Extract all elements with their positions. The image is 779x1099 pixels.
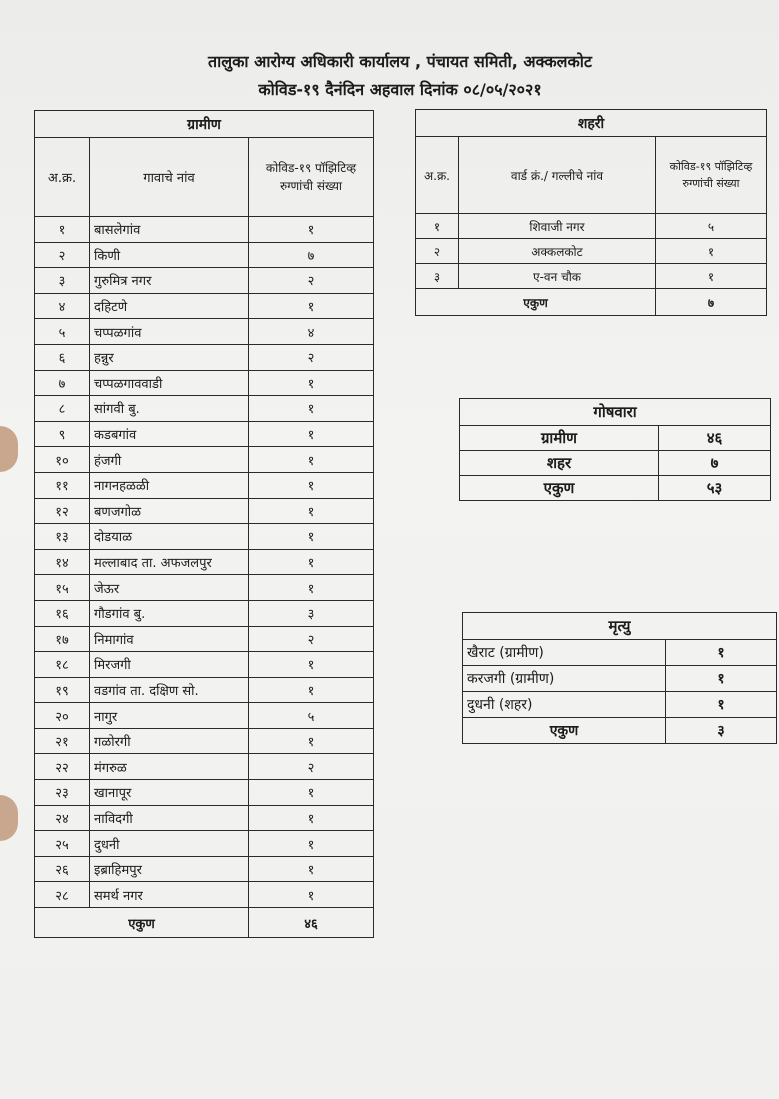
death-count: १ (666, 692, 777, 718)
positive-count: ३ (249, 600, 374, 626)
serial-number: २६ (35, 856, 90, 882)
table-row (35, 344, 374, 370)
serial-number: ४ (35, 293, 90, 319)
positive-count: १ (249, 652, 374, 678)
positive-count: १ (249, 421, 374, 447)
death-row (463, 692, 777, 718)
village-name: मल्लाबाद ता. अफजलपुर (90, 549, 249, 575)
village-name: निमागांव (90, 626, 249, 652)
table-row (35, 421, 374, 447)
table-row (35, 447, 374, 473)
serial-number: १९ (35, 677, 90, 703)
rural-table (34, 110, 374, 938)
serial-number: २० (35, 703, 90, 729)
table-row (35, 780, 374, 806)
serial-number: ६ (35, 344, 90, 370)
office-heading: तालुका आरोग्य अधिकारी कार्यालय , पंचायत समिती, अक्कलकोट (208, 52, 592, 71)
table-row (35, 293, 374, 319)
death-location: खैराट (ग्रामीण) (463, 640, 666, 666)
positive-count: २ (249, 268, 374, 294)
table-row (35, 754, 374, 780)
table-row (35, 370, 374, 396)
positive-count: ५ (656, 214, 767, 239)
col-village-header: गावाचे नांव (90, 138, 249, 217)
serial-number: २२ (35, 754, 90, 780)
village-name: नागनहळळी (90, 472, 249, 498)
table-row (35, 805, 374, 831)
table-row (35, 728, 374, 754)
summary-row (460, 476, 771, 501)
positive-count: २ (249, 344, 374, 370)
positive-count: १ (656, 264, 767, 289)
total-row (416, 289, 767, 316)
ward-name: अक्कलकोट (459, 239, 656, 264)
table-row (416, 214, 767, 239)
death-row (463, 666, 777, 692)
serial-number: १ (416, 214, 459, 239)
table-row (35, 498, 374, 524)
table-row (35, 856, 374, 882)
village-name: दुधनी (90, 831, 249, 857)
col-count-header: कोविड-१९ पॉझिटिव्ह रुग्णांची संख्या (656, 137, 767, 214)
positive-count: १ (249, 293, 374, 319)
village-name: इब्राहिमपुर (90, 856, 249, 882)
serial-number: १० (35, 447, 90, 473)
finger (0, 426, 18, 472)
positive-count: १ (249, 370, 374, 396)
village-name: नाविदगी (90, 805, 249, 831)
village-name: नागुर (90, 703, 249, 729)
summary-value: ५३ (659, 476, 771, 501)
positive-count: १ (656, 239, 767, 264)
serial-number: १४ (35, 549, 90, 575)
urban-table (415, 109, 767, 316)
table-row (35, 600, 374, 626)
total-label: एकुण (416, 289, 656, 316)
serial-number: २३ (35, 780, 90, 806)
table-row (35, 472, 374, 498)
serial-number: ३ (35, 268, 90, 294)
table-row (35, 882, 374, 908)
serial-number: ९ (35, 421, 90, 447)
village-name: हंजगी (90, 447, 249, 473)
village-name: बासलेगांव (90, 217, 249, 243)
village-name: समर्थ नगर (90, 882, 249, 908)
village-name: हन्नुर (90, 344, 249, 370)
table-row (35, 242, 374, 268)
positive-count: १ (249, 780, 374, 806)
positive-count: १ (249, 549, 374, 575)
positive-count: १ (249, 856, 374, 882)
summary-label: शहर (460, 451, 659, 476)
village-name: चप्पळगाववाडी (90, 370, 249, 396)
table-row (35, 549, 374, 575)
village-name: चप्पळगांव (90, 319, 249, 345)
village-name: मिरजगी (90, 652, 249, 678)
serial-number: ५ (35, 319, 90, 345)
positive-count: १ (249, 524, 374, 550)
serial-number: ७ (35, 370, 90, 396)
table-row (35, 703, 374, 729)
serial-number: ३ (416, 264, 459, 289)
serial-number: २५ (35, 831, 90, 857)
positive-count: १ (249, 447, 374, 473)
serial-number: २ (35, 242, 90, 268)
positive-count: १ (249, 882, 374, 908)
serial-number: २१ (35, 728, 90, 754)
positive-count: १ (249, 677, 374, 703)
positive-count: ४ (249, 319, 374, 345)
summary-table (459, 398, 771, 501)
village-name: बणजगोळ (90, 498, 249, 524)
serial-number: १८ (35, 652, 90, 678)
positive-count: ५ (249, 703, 374, 729)
summary-value: ७ (659, 451, 771, 476)
village-name: दहिटणे (90, 293, 249, 319)
village-name: सांगवी बु. (90, 396, 249, 422)
positive-count: २ (249, 626, 374, 652)
serial-number: ८ (35, 396, 90, 422)
death-row (463, 640, 777, 666)
col-count-header: कोविड-१९ पॉझिटिव्ह रुग्णांची संख्या (249, 138, 374, 217)
total-row (35, 908, 374, 938)
positive-count: १ (249, 498, 374, 524)
col-serial-header: अ.क्र. (416, 137, 459, 214)
report-heading: कोविड-१९ दैनंदिन अहवाल दिनांक ०८/०५/२०२१ (258, 80, 542, 99)
village-name: मंगरुळ (90, 754, 249, 780)
positive-count: १ (249, 575, 374, 601)
serial-number: १५ (35, 575, 90, 601)
village-name: गौडगांव बु. (90, 600, 249, 626)
serial-number: २४ (35, 805, 90, 831)
table-row (35, 396, 374, 422)
urban-title: शहरी (416, 110, 767, 137)
total-label: एकुण (463, 718, 666, 744)
rural-title: ग्रामीण (35, 111, 374, 138)
table-row (416, 239, 767, 264)
finger (0, 795, 18, 841)
positive-count: १ (249, 728, 374, 754)
village-name: कडबगांव (90, 421, 249, 447)
village-name: दोडयाळ (90, 524, 249, 550)
ward-name: ए-वन चौक (459, 264, 656, 289)
total-value: ३ (666, 718, 777, 744)
death-count: १ (666, 640, 777, 666)
positive-count: १ (249, 472, 374, 498)
table-row (35, 831, 374, 857)
summary-row (460, 451, 771, 476)
total-row (463, 718, 777, 744)
serial-number: ११ (35, 472, 90, 498)
positive-count: १ (249, 831, 374, 857)
positive-count: २ (249, 754, 374, 780)
total-label: एकुण (35, 908, 249, 938)
col-ward-header: वार्ड क्रं./ गल्लीचे नांव (459, 137, 656, 214)
death-location: दुधनी (शहर) (463, 692, 666, 718)
positive-count: ७ (249, 242, 374, 268)
ward-name: शिवाजी नगर (459, 214, 656, 239)
deaths-title: मृत्यु (463, 613, 777, 640)
table-row (35, 652, 374, 678)
serial-number: २८ (35, 882, 90, 908)
table-row (416, 264, 767, 289)
total-value: ७ (656, 289, 767, 316)
death-count: १ (666, 666, 777, 692)
village-name: जेऊर (90, 575, 249, 601)
summary-row (460, 426, 771, 451)
village-name: गुरुमित्र नगर (90, 268, 249, 294)
summary-title: गोषवारा (460, 399, 771, 426)
positive-count: १ (249, 217, 374, 243)
table-row (35, 524, 374, 550)
serial-number: १ (35, 217, 90, 243)
table-row (35, 677, 374, 703)
village-name: वडगांव ता. दक्षिण सो. (90, 677, 249, 703)
serial-number: १७ (35, 626, 90, 652)
table-row (35, 268, 374, 294)
serial-number: १२ (35, 498, 90, 524)
summary-label: ग्रामीण (460, 426, 659, 451)
village-name: खानापूर (90, 780, 249, 806)
total-value: ४६ (249, 908, 374, 938)
summary-value: ४६ (659, 426, 771, 451)
table-row (35, 319, 374, 345)
col-serial-header: अ.क्र. (35, 138, 90, 217)
village-name: किणी (90, 242, 249, 268)
positive-count: १ (249, 396, 374, 422)
death-location: करजगी (ग्रामीण) (463, 666, 666, 692)
table-row (35, 575, 374, 601)
table-row (35, 626, 374, 652)
positive-count: १ (249, 805, 374, 831)
serial-number: १६ (35, 600, 90, 626)
serial-number: २ (416, 239, 459, 264)
summary-label: एकुण (460, 476, 659, 501)
deaths-table (462, 612, 777, 744)
village-name: गळोरगी (90, 728, 249, 754)
serial-number: १३ (35, 524, 90, 550)
table-row (35, 217, 374, 243)
